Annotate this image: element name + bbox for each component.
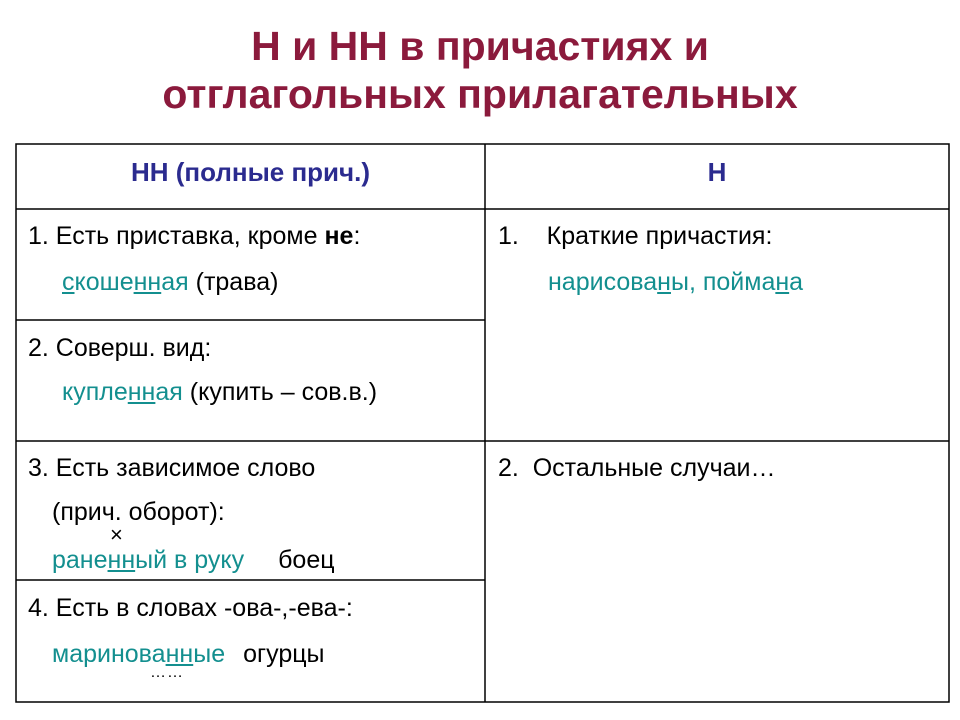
header-nn: НН (полные прич.) <box>130 157 371 187</box>
example-note: огурцы <box>243 640 325 668</box>
example-note: (купить – сов.в.) <box>182 378 378 406</box>
right-rule-2-text: 2. Остальные случаи… <box>498 454 776 482</box>
rule-1-text <box>28 222 360 251</box>
suffix-dots: …… <box>150 664 184 681</box>
dependency-cross-icon: × <box>110 522 123 547</box>
example-part: ый в руку <box>135 546 245 574</box>
example-part: ы, пойма <box>670 268 776 296</box>
example-part: нн <box>107 546 136 574</box>
example-part: нн <box>127 378 156 406</box>
example-part: купле <box>62 378 128 406</box>
example-part: н <box>775 268 790 296</box>
rule-3-text: 3. Есть зависимое слово <box>28 454 316 482</box>
example-part: ая <box>161 268 189 296</box>
rule-2-example <box>62 378 377 407</box>
example-part: ая <box>155 378 183 406</box>
right-rule-1-text: 1. Краткие причастия: <box>498 222 773 250</box>
example-note: боец <box>278 546 335 574</box>
example-note: (трава) <box>188 268 279 296</box>
header-n: Н <box>707 157 727 187</box>
rule-1-text-end: : <box>353 222 361 250</box>
rule-1-example <box>62 268 278 297</box>
page-title-line-2: отглагольных прилагательных <box>162 71 798 117</box>
page-title <box>0 22 960 118</box>
rule-4-example <box>52 640 325 669</box>
example-part: н <box>657 268 671 296</box>
rule-1-text-bold: не <box>324 222 354 250</box>
rule-4-text: 4. Есть в словах -ова-,-ева-: <box>28 594 353 622</box>
example-part: с <box>62 268 75 296</box>
rule-2-text: 2. Соверш. вид: <box>28 334 212 362</box>
example-part: ране <box>52 546 108 574</box>
page-title-line-1: Н и НН в причастиях и <box>251 23 709 69</box>
rule-1-text-start: 1. Есть приставка, кроме <box>28 222 325 250</box>
rule-3-text-2: (прич. оборот): <box>52 498 225 526</box>
example-part: марин <box>52 640 125 668</box>
rule-3-example <box>52 546 335 575</box>
example-part: нн <box>165 640 194 668</box>
right-rule-1-example <box>548 268 803 297</box>
example-part: е <box>119 268 134 296</box>
example-part: нарисова <box>548 268 658 296</box>
example-part: а <box>789 268 804 296</box>
example-part: ова <box>124 640 166 668</box>
example-part: ые <box>193 640 226 668</box>
example-part: кош <box>74 268 120 296</box>
example-part: нн <box>133 268 162 296</box>
